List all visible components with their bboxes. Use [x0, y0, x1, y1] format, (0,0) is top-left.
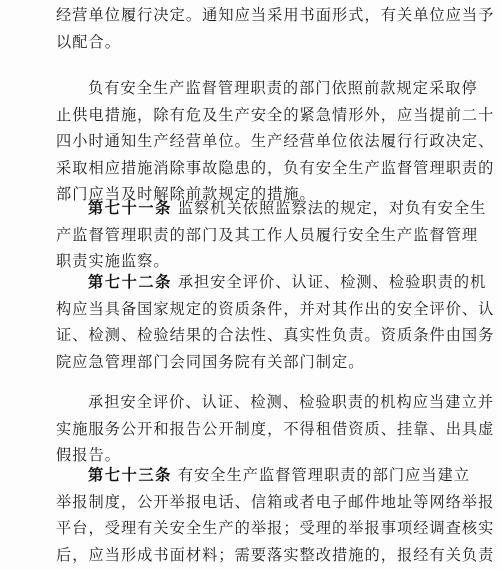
article-text: 有安全生产监督管理职责的部门应当建立: [171, 466, 471, 484]
text-line: 假报告。: [56, 446, 121, 464]
paragraph-5: [56, 389, 495, 469]
text-line: 止供电措施，除有危及生产安全的紧急情形外，应当提前二十: [56, 105, 495, 124]
text-line: 四小时通知生产经营单位。生产经营单位依法履行行政决定、: [56, 132, 495, 150]
text-line: 以配合。: [56, 32, 121, 51]
article-number: 第七十三条: [88, 466, 172, 484]
text-line: 平台，受理有关安全生产的举报；受理的举报事项经调查核实: [56, 519, 495, 537]
text-line: 举报制度，公开举报电话、信箱或者电子邮件地址等网络举报: [56, 492, 495, 511]
text-line: 职责实施监察。: [56, 252, 170, 270]
text-line: 院应急管理部门会同国务院有关部门制定。: [56, 352, 365, 371]
text-line: [56, 195, 487, 222]
article-number: 第七十二条: [88, 273, 172, 291]
text-line: 产监督管理职责的部门及其工作人员履行安全生产监督管理: [56, 225, 479, 244]
text-line: 采取相应措施消除事故隐患的，负有安全生产监督管理职责的: [56, 158, 495, 177]
text-line: 证、检测、检验结果的合法性、真实性负责。资质条件由国务: [56, 326, 495, 344]
text-line: [56, 269, 487, 296]
text-line: 部门应当及时解除前款规定的措施。: [56, 185, 316, 203]
text-line: 后，应当形成书面材料；需要落实整改措施的，报经有关负责: [56, 545, 495, 564]
text-line: 实施服务公开和报告公开制度，不得租借资质、挂靠、出具虚: [56, 419, 495, 438]
article-73: [56, 462, 495, 568]
article-text: 承担安全评价、认证、检测、检验职责的机: [171, 273, 487, 291]
text-line: [56, 462, 471, 489]
text-line: 承担安全评价、认证、检测、检验职责的机构应当建立并: [88, 393, 494, 411]
text-line: 负有安全生产监督管理职责的部门依照前款规定采取停: [88, 79, 478, 97]
text-line: 构应当具备国家规定的资质条件，并对其作出的安全评价、认: [56, 299, 495, 318]
article-71: [56, 195, 487, 275]
text-line: 经营单位履行决定。通知应当采用书面形式，有关单位应当予: [56, 6, 495, 24]
article-number: 第七十一条: [88, 199, 172, 217]
article-72: [56, 269, 495, 375]
paragraph-1: [56, 2, 495, 55]
article-text: 监察机关依照监察法的规定，对负有安全生: [171, 199, 487, 217]
